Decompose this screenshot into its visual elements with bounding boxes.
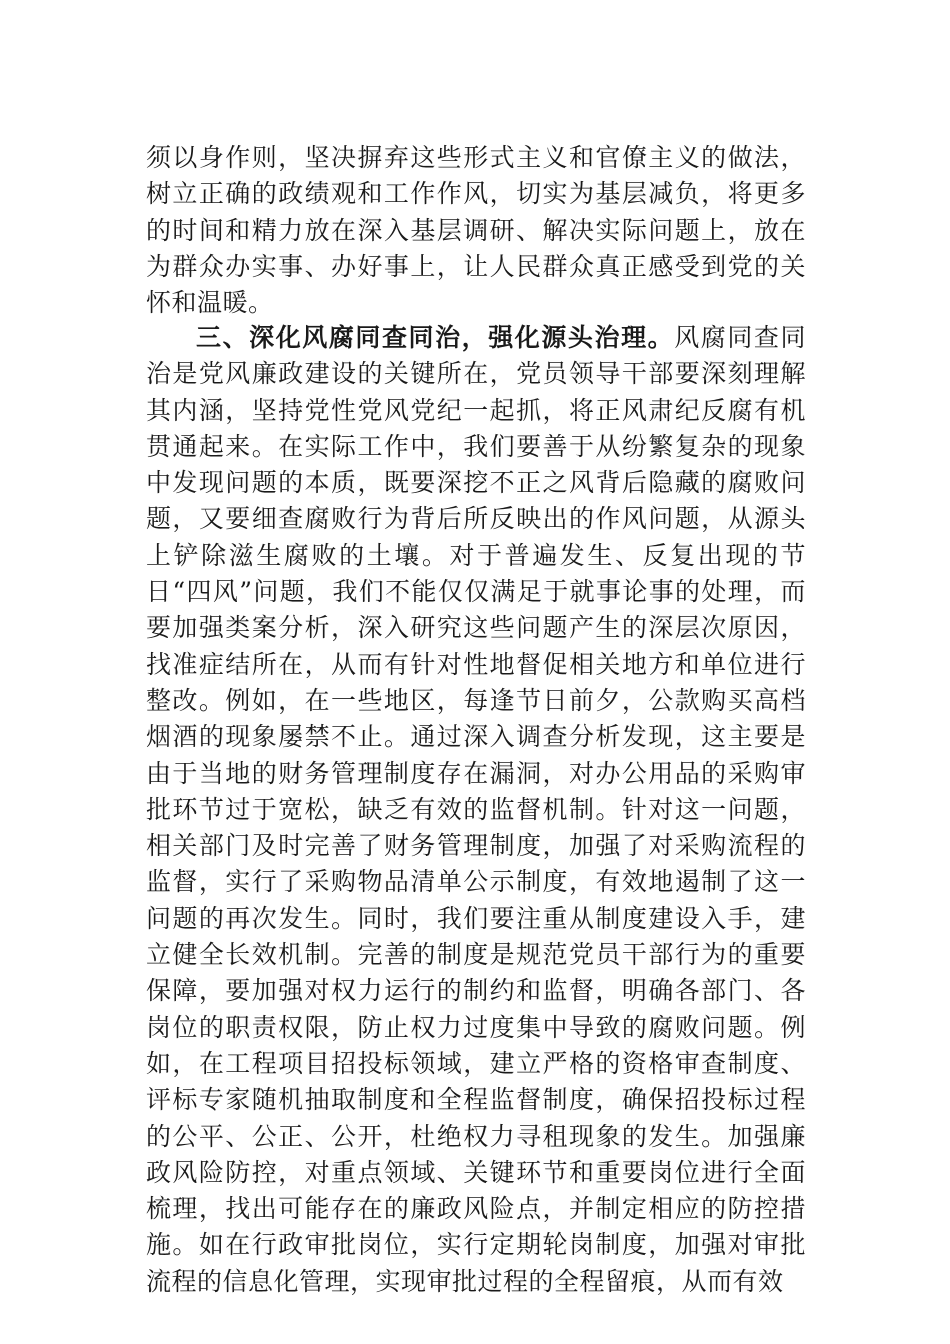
section-body: 风腐同查同治是党风廉政建设的关键所在，党员领导干部要深刻理解其内涵，坚持党性党风党纪一起抓，将正风肃纪反腐有机贯通起来。在实际工作中，我们要善于从纷繁复杂的现象中发现问题的本质，既要深挖不正之风背后隐藏的腐败问题，又要细查腐败行为背后所反映出的作风问题，从源头上铲除滋生腐败的土壤。对于普遍发生、反复出现的节日“四风”问题，我们不能仅仅满足于就事论事的处理，而要加强类案分析，深入研究这些问题产生的深层次原因，找准症结所在，从而有针对性地督促相关地方和单位进行整改。例如，在一些地区，每逢节日前夕，公款购买高档烟酒的现象屡禁不止。通过深入调查分析发现，这主要是由于当地的财务管理制度存在漏洞，对办公用品的采购审批环节过于宽松，缺乏有效的监督机制。针对这一问题，相关部门及时完善了财务管理制度，加强了对采购流程的监督，实行了采购物品清单公示制度，有效地遏制了这一问题的再次发生。同时，我们要注重从制度建设入手，建立健全长效机制。完善的制度是规范党员干部行为的重要保障，要加强对权力运行的制约和监督，明确各部门、各岗位的职责权限，防止权力过度集中导致的腐败问题。例如，在工程项目招投标领域，建立严格的资格审查制度、评标专家随机抽取制度和全程监督制度，确保招投标过程的公平、公正、公开，杜绝权力寻租现象的发生。加强廉政风险防控，对重点领域、关键环节和重要岗位进行全面梳理，找出可能存在的廉政风险点，并制定相应的防控措施。如在行政审批岗位，实行定期轮岗制度，加强对审批流程的信息化管理，实现审批过程的全程留痕，从而有效 [146,323,806,1296]
section-paragraph [146,320,806,1300]
paragraph-continuation: 须以身作则，坚决摒弃这些形式主义和官僚主义的做法，树立正确的政绩观和工作作风，切实为基层减负，将更多的时间和精力放在深入基层调研、解决实际问题上，放在为群众办实事、办好事上，让人民群众真正感受到党的关怀和温暖。 [146,143,806,318]
section-heading: 三、深化风腐同查同治，强化源头治理。 [196,323,675,352]
